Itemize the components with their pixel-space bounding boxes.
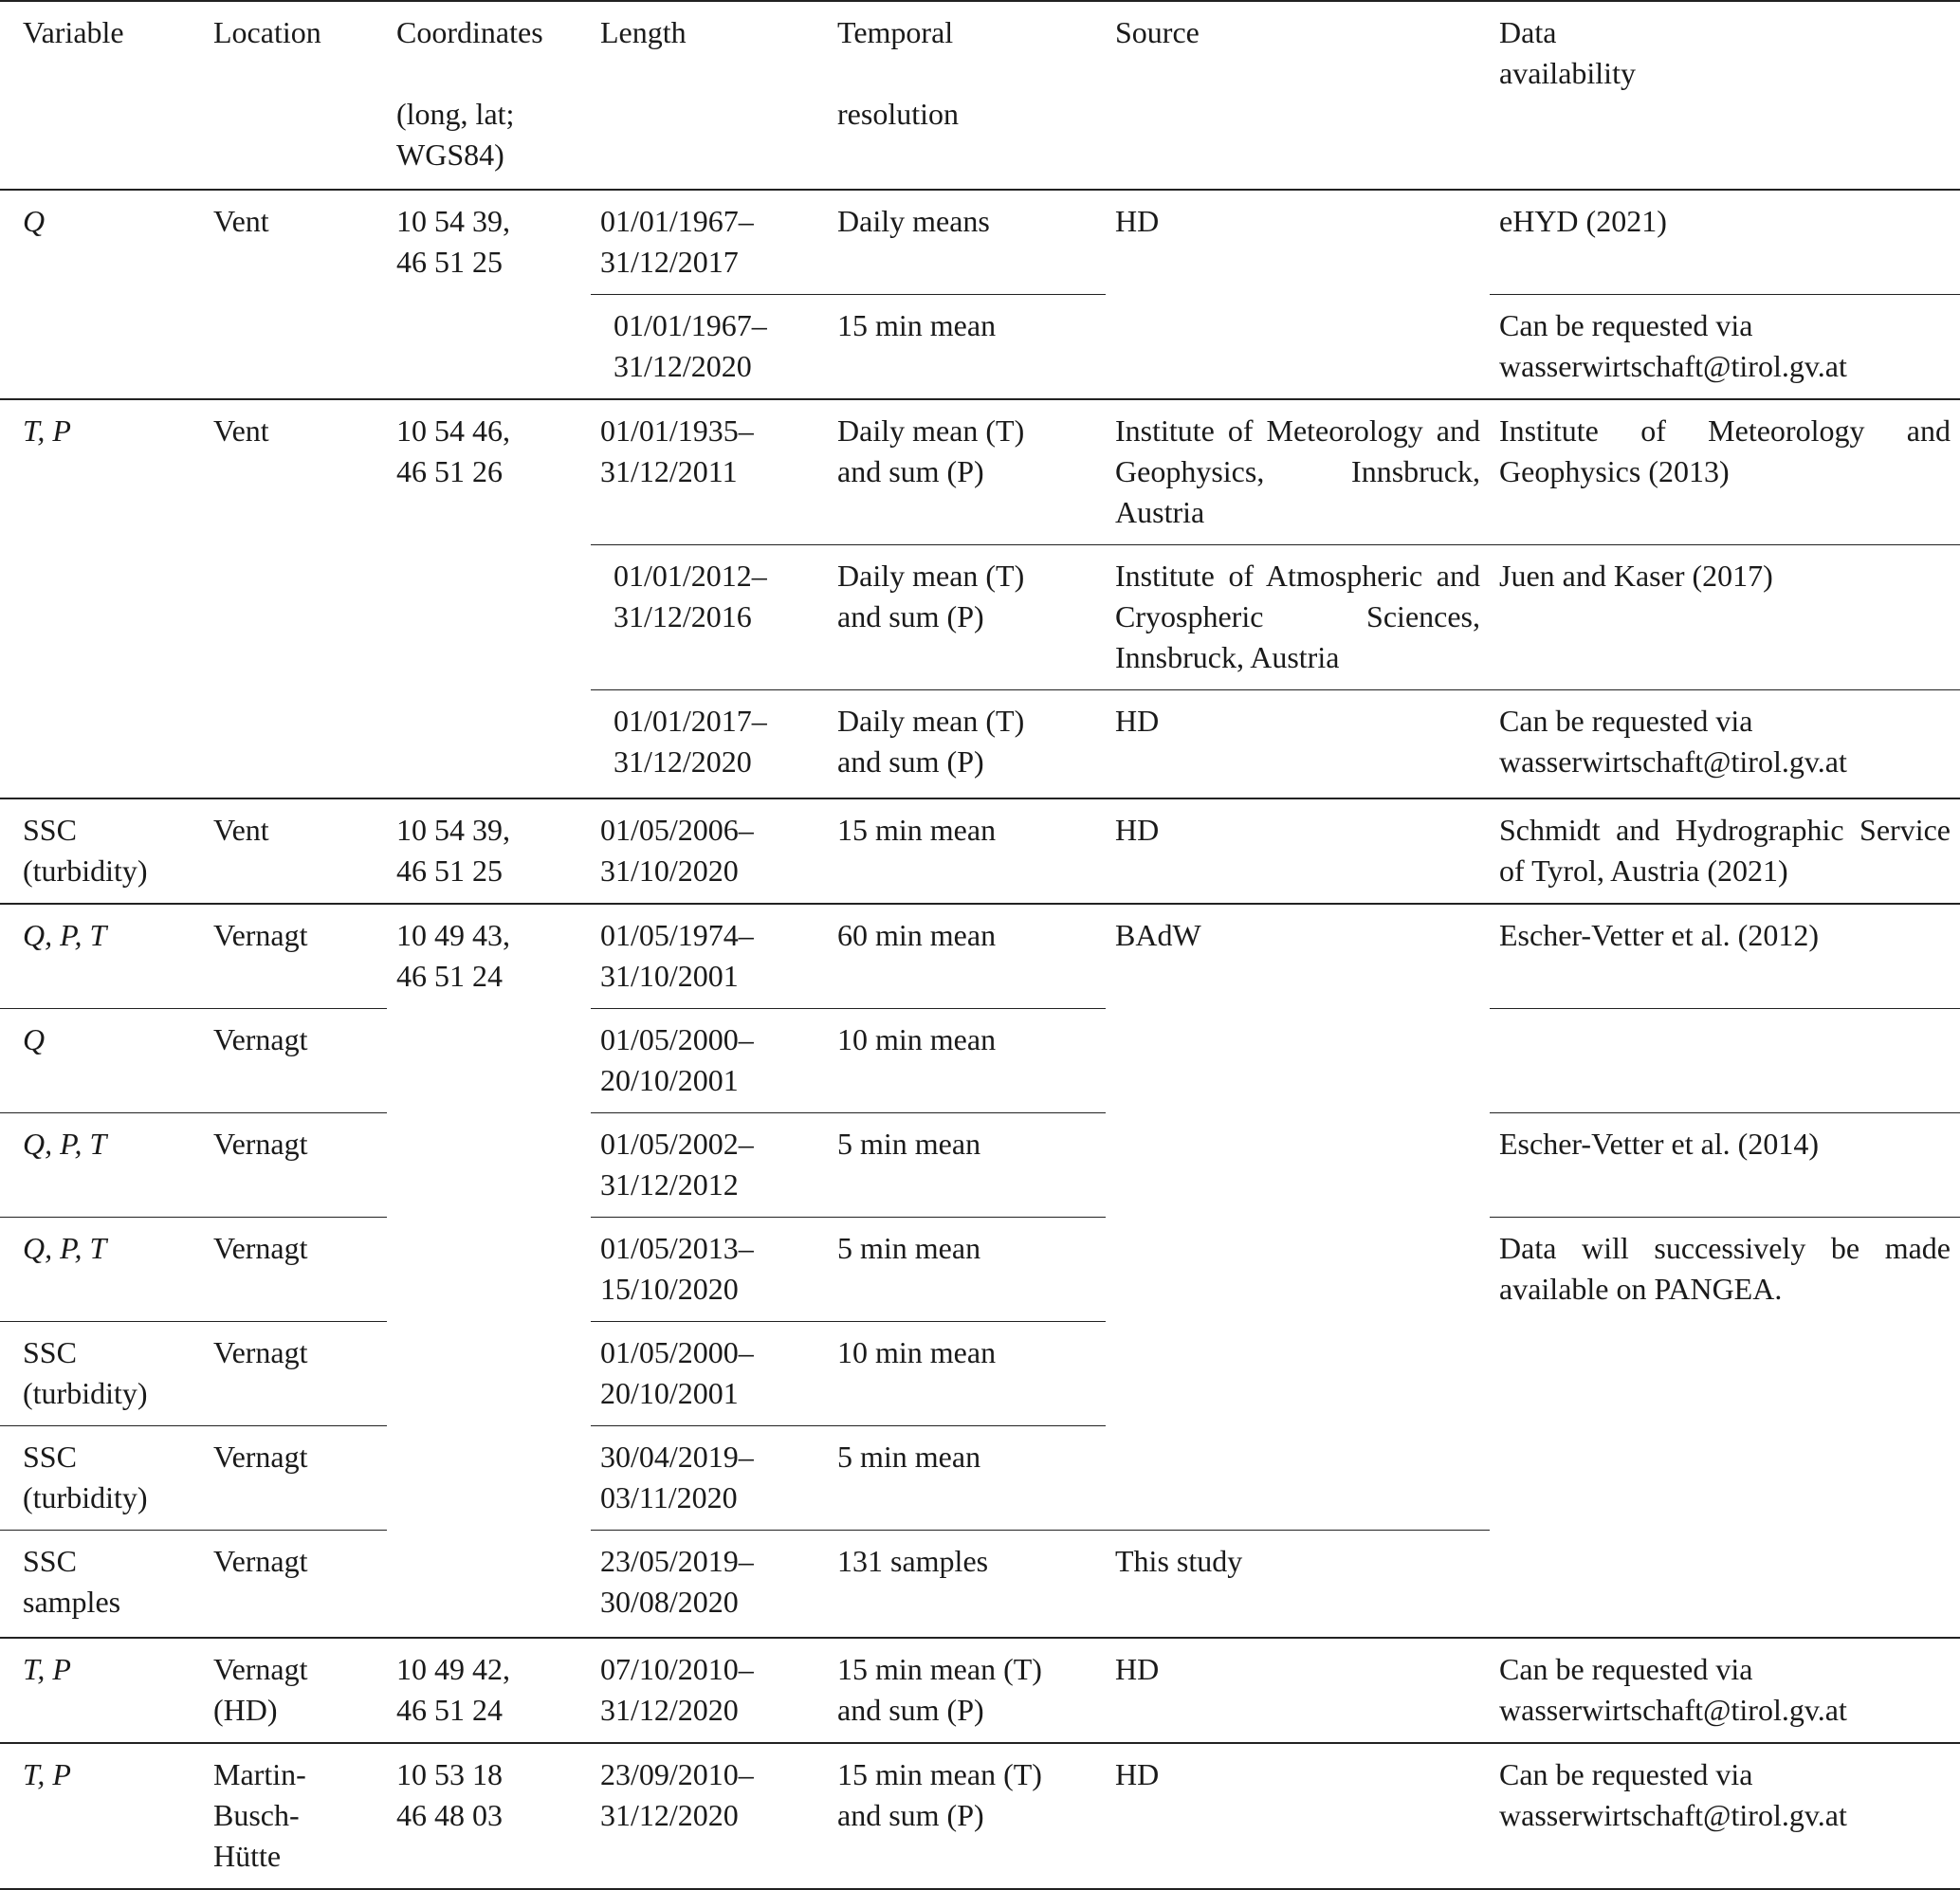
- cell-variable: SSC samples: [23, 1543, 121, 1619]
- cell-location: Vernagt: [213, 1543, 308, 1578]
- cell-resolution: 15 min mean: [837, 308, 997, 342]
- cell-coordinates: 10 54 39, 46 51 25: [396, 812, 510, 888]
- cell-length: 01/05/2000– 20/10/2001: [591, 1321, 828, 1425]
- cell-length: 01/01/2012– 31/12/2016: [591, 545, 828, 690]
- cell-variable: T, P: [23, 1757, 71, 1791]
- cell-source: HD: [1115, 812, 1160, 847]
- cell-location: Vernagt: [204, 1112, 387, 1217]
- cell-coordinates: 10 49 42, 46 51 24: [396, 1652, 510, 1727]
- cell-location: Vent: [213, 413, 269, 448]
- cell-length: 07/10/2010– 31/12/2020: [600, 1652, 754, 1727]
- cell-variable: Q: [0, 1008, 204, 1112]
- header-data-availability: Data availability: [1499, 15, 1636, 90]
- cell-length: 23/05/2019– 30/08/2020: [600, 1543, 754, 1619]
- cell-resolution: 15 min mean (T) and sum (P): [837, 1757, 1042, 1832]
- cell-length: 01/01/1967– 31/12/2017: [591, 190, 828, 295]
- table-row: [0, 904, 1960, 1009]
- cell-source: HD: [1115, 1757, 1160, 1791]
- cell-location: Vent: [213, 204, 269, 238]
- cell-source: Institute of Atmospheric and Cryospheric Sciences, Innsbruck, Austria: [1106, 545, 1490, 690]
- header-coordinates: Coordinates (long, lat; WGS84): [396, 15, 543, 172]
- cell-resolution: 15 min mean (T) and sum (P): [837, 1652, 1042, 1727]
- cell-availability: Schmidt and Hydrographic Service of Tyrol, Austria (2021): [1499, 812, 1951, 888]
- table-row: [0, 1638, 1960, 1743]
- table-row: [0, 1743, 1960, 1889]
- cell-length: 01/01/1967– 31/12/2020: [614, 308, 767, 383]
- cell-location: Vernagt: [204, 1321, 387, 1425]
- cell-location: Vernagt: [204, 1217, 387, 1321]
- cell-location: Martin- Busch- Hütte: [213, 1757, 306, 1873]
- header-source: Source: [1115, 15, 1200, 49]
- cell-variable: SSC (turbidity): [23, 812, 148, 888]
- cell-source: This study: [1115, 1543, 1243, 1578]
- cell-location: Vernagt: [204, 1425, 387, 1530]
- cell-resolution: 5 min mean: [828, 1217, 1106, 1321]
- cell-resolution: Daily mean (T) and sum (P): [837, 704, 1025, 779]
- cell-variable: SSC (turbidity): [0, 1425, 204, 1530]
- cell-availability: Escher-Vetter et al. (2012): [1490, 904, 1960, 1009]
- cell-availability: Can be requested via wasserwirtschaft@tirol.gv.at: [1499, 704, 1847, 779]
- cell-resolution: 5 min mean: [828, 1112, 1106, 1217]
- cell-resolution: 10 min mean: [828, 1008, 1106, 1112]
- cell-location: Vernagt (HD): [213, 1652, 308, 1727]
- cell-source: HD: [1115, 704, 1160, 738]
- header-variable: Variable: [23, 15, 124, 49]
- cell-resolution: 60 min mean: [828, 904, 1106, 1009]
- cell-length: 01/05/2002– 31/12/2012: [591, 1112, 828, 1217]
- cell-length: 23/09/2010– 31/12/2020: [600, 1757, 754, 1832]
- header-length: Length: [600, 15, 687, 49]
- cell-availability: Data will successively be made available on PANGEA.: [1499, 1230, 1951, 1306]
- cell-resolution: 10 min mean: [828, 1321, 1106, 1425]
- table-header: [0, 1, 1960, 190]
- cell-availability: Institute of Meteorology and Geophysics (2013): [1490, 399, 1960, 545]
- cell-length: 01/05/1974– 31/10/2001: [591, 904, 828, 1009]
- cell-location: Vernagt: [204, 904, 387, 1009]
- cell-length: 30/04/2019– 03/11/2020: [591, 1425, 828, 1530]
- cell-availability: Juen and Kaser (2017): [1490, 545, 1960, 690]
- table-row: [0, 1217, 1960, 1321]
- cell-variable: T, P: [23, 413, 71, 448]
- table-row: [0, 1112, 1960, 1217]
- cell-coordinates: 10 54 39, 46 51 25: [396, 204, 510, 279]
- cell-variable: Q, P, T: [0, 1217, 204, 1321]
- cell-variable: T, P: [23, 1652, 71, 1686]
- cell-coordinates: 10 49 43, 46 51 24: [396, 917, 510, 993]
- cell-source: Institute of Meteorology and Geophysics, Innsbruck, Austria: [1106, 399, 1490, 545]
- cell-location: Vernagt: [204, 1008, 387, 1112]
- cell-resolution: 5 min mean: [828, 1425, 1106, 1530]
- table-row: [0, 190, 1960, 295]
- cell-availability: eHYD (2021): [1490, 190, 1960, 295]
- table-row: [0, 1008, 1960, 1112]
- cell-variable: SSC (turbidity): [0, 1321, 204, 1425]
- cell-coordinates: 10 53 18 46 48 03: [396, 1757, 503, 1832]
- cell-resolution: 15 min mean: [837, 812, 997, 847]
- header-temporal-resolution: Temporal resolution: [837, 15, 959, 131]
- header-location: Location: [213, 15, 321, 49]
- cell-resolution: Daily mean (T) and sum (P): [828, 399, 1106, 545]
- cell-source: HD: [1115, 204, 1160, 238]
- cell-length: 01/05/2006– 31/10/2020: [600, 812, 754, 888]
- cell-length: 01/01/2017– 31/12/2020: [614, 704, 767, 779]
- cell-resolution: Daily mean (T) and sum (P): [828, 545, 1106, 690]
- cell-location: Vent: [213, 812, 269, 847]
- cell-variable: Q: [23, 204, 46, 238]
- cell-resolution: 131 samples: [837, 1543, 989, 1578]
- cell-coordinates: 10 54 46, 46 51 26: [396, 413, 510, 488]
- header-row: [0, 1, 1960, 190]
- cell-availability: Can be requested via wasserwirtschaft@tirol.gv.at: [1499, 308, 1847, 383]
- cell-resolution: Daily means: [828, 190, 1106, 295]
- cell-availability: Can be requested via wasserwirtschaft@tirol.gv.at: [1499, 1652, 1847, 1727]
- cell-variable: Q, P, T: [0, 904, 204, 1009]
- cell-length: 01/01/1935– 31/12/2011: [591, 399, 828, 545]
- table-row: [0, 798, 1960, 904]
- cell-availability: [1490, 1008, 1960, 1112]
- cell-source: BAdW: [1106, 904, 1490, 1531]
- table-row: [0, 399, 1960, 545]
- cell-source: HD: [1115, 1652, 1160, 1686]
- cell-availability: Can be requested via wasserwirtschaft@tirol.gv.at: [1499, 1757, 1847, 1832]
- cell-length: 01/05/2000– 20/10/2001: [591, 1008, 828, 1112]
- cell-variable: Q, P, T: [0, 1112, 204, 1217]
- cell-availability: Escher-Vetter et al. (2014): [1490, 1112, 1960, 1217]
- cell-length: 01/05/2013– 15/10/2020: [591, 1217, 828, 1321]
